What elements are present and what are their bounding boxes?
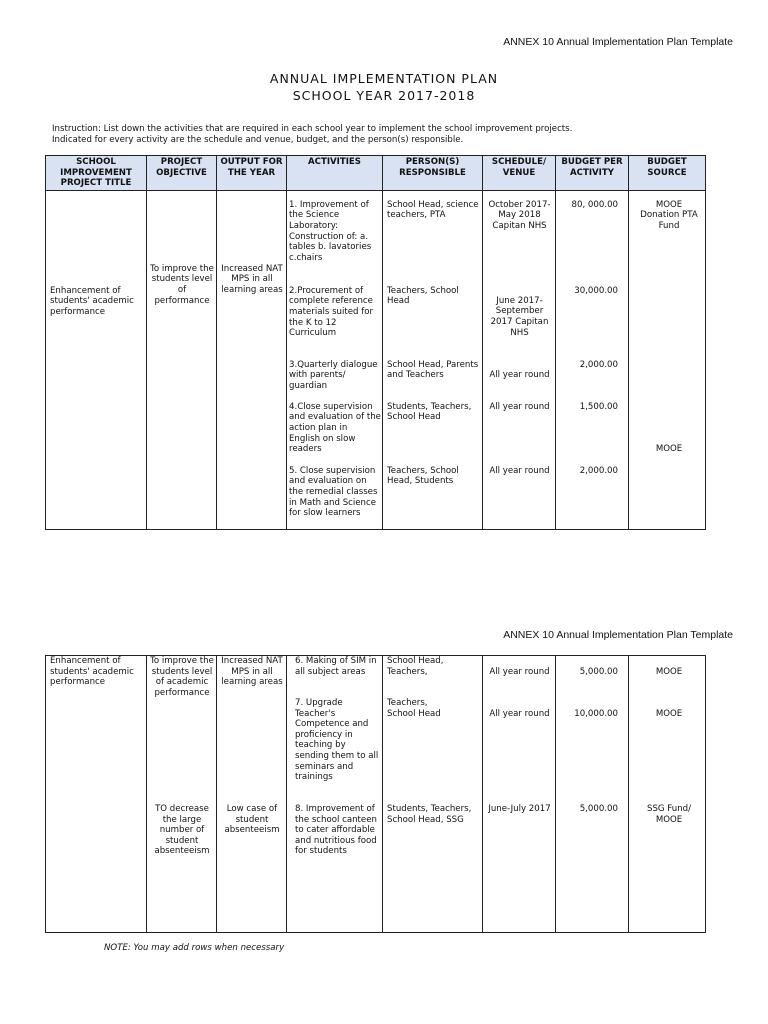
title-line-1: ANNUAL IMPLEMENTATION PLAN: [269, 71, 499, 86]
instruction-line-1: Instruction: List down the activities that are required in each school year to implement the school improvement projects.: [52, 124, 573, 134]
budget-8: 5,000.00: [579, 804, 618, 814]
col-header: PERSON(S) RESPONSIBLE: [383, 156, 483, 191]
schedule-3: All year round: [489, 369, 550, 380]
schedule-cell: [483, 190, 556, 529]
budget-cell: [556, 656, 629, 933]
col-header: SCHEDULE/ VENUE: [483, 156, 556, 191]
person-6: School Head, Teachers,: [387, 656, 444, 677]
person-3: School Head, Parents and Teachers: [387, 359, 479, 381]
budget-2: 30,000.00: [574, 285, 618, 296]
source-cell: [629, 190, 706, 529]
person-1: School Head, science teachers, PTA: [387, 199, 479, 221]
output-cell: [217, 656, 287, 933]
source-1: MOOE Donation PTA Fund: [640, 199, 698, 231]
objective-cell: [147, 656, 217, 933]
schedule-8: June-July 2017: [488, 804, 551, 814]
col-header: SCHOOL IMPROVEMENT PROJECT TITLE: [46, 156, 147, 191]
budget-6: 5,000.00: [579, 667, 618, 677]
output-a: Increased NAT MPS in all learning areas: [221, 656, 283, 688]
persons-cell: [383, 656, 483, 933]
instruction-line-2: Indicated for every activity are the schedule and venue, budget, and the person(s) responsible.: [52, 135, 464, 145]
table-row: [46, 656, 706, 933]
project-objective-a: To improve the students level of academic performance: [150, 656, 214, 698]
activity-7: 7. Upgrade Teacher's Competence and proficiency in teaching by sending them to all seminars and trainings: [295, 698, 379, 783]
schedule-1: October 2017- May 2018 Capitan NHS: [488, 199, 551, 231]
project-objective: To improve the students level of performance: [150, 263, 214, 306]
plan-table-page2: [45, 655, 706, 933]
annex-header: ANNEX 10 Annual Implementation Plan Template: [503, 36, 733, 48]
col-header: OUTPUT FOR THE YEAR: [217, 156, 287, 191]
activities-cell: [287, 190, 383, 529]
budget-5: 2,000.00: [579, 465, 618, 476]
annex-header-page2: ANNEX 10 Annual Implementation Plan Template: [503, 629, 733, 641]
source-6: MOOE: [655, 667, 683, 677]
output-for-year: Increased NAT MPS in all learning areas: [221, 263, 283, 295]
title-line-2: SCHOOL YEAR 2017-2018: [292, 88, 476, 103]
budget-4: 1,500.00: [579, 401, 618, 412]
activity-8: 8. Improvement of the school canteen to cater affordable and nutritious food for students: [295, 804, 377, 857]
note: NOTE: You may add rows when necessary: [104, 943, 285, 953]
project-title: Enhancement of students' academic performance: [50, 285, 134, 317]
schedule-cell: [483, 656, 556, 933]
budget-1: 80, 000.00: [571, 199, 618, 210]
schedule-5: All year round: [489, 465, 550, 476]
source-7: MOOE: [655, 709, 683, 719]
source-cell: [629, 656, 706, 933]
objective-cell: [147, 190, 217, 529]
budget-3: 2,000.00: [579, 359, 618, 370]
schedule-2: June 2017- September 2017 Capitan NHS: [490, 295, 549, 338]
budget-7: 10,000.00: [574, 709, 618, 719]
person-7: Teachers, School Head: [387, 698, 441, 719]
schedule-6: All year round: [489, 667, 550, 677]
project-title-cell: [46, 656, 147, 933]
person-5: Teachers, School Head, Students: [387, 465, 459, 487]
col-header: ACTIVITIES: [287, 156, 383, 191]
persons-cell: [383, 190, 483, 529]
activity-5: 5. Close supervision and evaluation on the remedial classes in Math and Science for slow learners: [289, 465, 378, 519]
output-cell: [217, 190, 287, 529]
page-title: [0, 70, 768, 104]
project-title: Enhancement of students' academic performance: [50, 656, 134, 688]
output-b: Low case of student absenteeism: [224, 804, 280, 836]
activity-1: 1. Improvement of the Science Laboratory: Construction of: a. tables b. lavatories c.chairs: [289, 199, 372, 263]
plan-table-page1: [45, 155, 706, 530]
col-header: BUDGET PER ACTIVITY: [556, 156, 629, 191]
schedule-4: All year round: [489, 401, 550, 412]
schedule-7: All year round: [489, 709, 550, 719]
project-objective-b: TO decrease the large number of student absenteeism: [154, 804, 210, 857]
person-4: Students, Teachers, School Head: [387, 401, 472, 423]
activity-2: 2.Procurement of complete reference materials suited for the K to 12 Curriculum: [289, 285, 374, 339]
person-2: Teachers, School Head: [387, 285, 459, 307]
source-8: SSG Fund/ MOOE: [646, 804, 692, 825]
col-header: PROJECT OBJECTIVE: [147, 156, 217, 191]
project-title-cell: [46, 190, 147, 529]
header-row: [46, 156, 706, 191]
instruction: [52, 124, 732, 146]
activity-6: 6. Making of SIM in all subject areas: [295, 656, 377, 677]
budget-cell: [556, 190, 629, 529]
table-row: [46, 190, 706, 529]
activity-4: 4.Close supervision and evaluation of the action plan in English on slow readers: [289, 401, 381, 455]
activity-3: 3.Quarterly dialogue with parents/ guardian: [289, 359, 378, 391]
source-4: MOOE: [655, 443, 683, 454]
col-header: BUDGET SOURCE: [629, 156, 706, 191]
person-8: Students, Teachers, School Head, SSG: [387, 804, 472, 825]
activities-cell: [287, 656, 383, 933]
